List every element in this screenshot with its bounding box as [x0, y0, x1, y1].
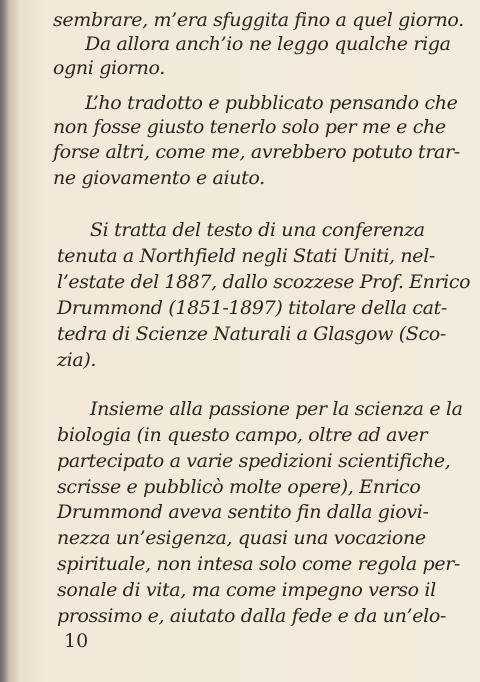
text-line: forse altri, come me, avrebbero potuto trar- [53, 141, 460, 163]
text-line: Drummond aveva sentito fin dalla giovi- [57, 501, 429, 523]
text-line: scrisse e pubblicò molte opere), Enrico [57, 476, 421, 498]
text-line: Drummond (1851-1897) titolare della cat- [57, 297, 447, 319]
text-line: Da allora anch’io ne leggo qualche riga [85, 33, 451, 55]
text-line: tenuta a Northfield negli Stati Uniti, nel- [57, 245, 435, 267]
text-line: nezza un’esigenza, quasi una vocazione [57, 527, 426, 549]
text-line: Si tratta del testo di una conferenza [90, 219, 425, 241]
text-line: non fosse giusto tenerlo solo per me e che [53, 116, 446, 138]
text-line: sonale di vita, ma come impegno verso il [57, 579, 436, 601]
text-line: zia). [57, 349, 97, 371]
text-line: sembrare, m’era sfuggita fino a quel giorno. [53, 9, 464, 31]
text-line: L’ho tradotto e pubblicato pensando che [85, 92, 458, 114]
text-line: partecipato a varie spedizioni scientifiche, [57, 450, 451, 472]
text-line: biologia (in questo campo, oltre ad aver [57, 424, 428, 446]
text-line: prossimo e, aiutato dalla fede e da un’elo- [57, 605, 446, 627]
text-line: ne giovamento e aiuto. [53, 167, 265, 189]
text-line: Insieme alla passione per la scienza e la [90, 398, 463, 420]
text-line: l’estate del 1887, dallo scozzese Prof. Enrico [57, 271, 471, 293]
text-line: spirituale, non intesa solo come regola per- [57, 553, 461, 575]
text-line: ogni giorno. [53, 57, 165, 79]
text-line: tedra di Scienze Naturali a Glasgow (Sco- [57, 323, 446, 345]
page-number: 10 [64, 630, 89, 652]
